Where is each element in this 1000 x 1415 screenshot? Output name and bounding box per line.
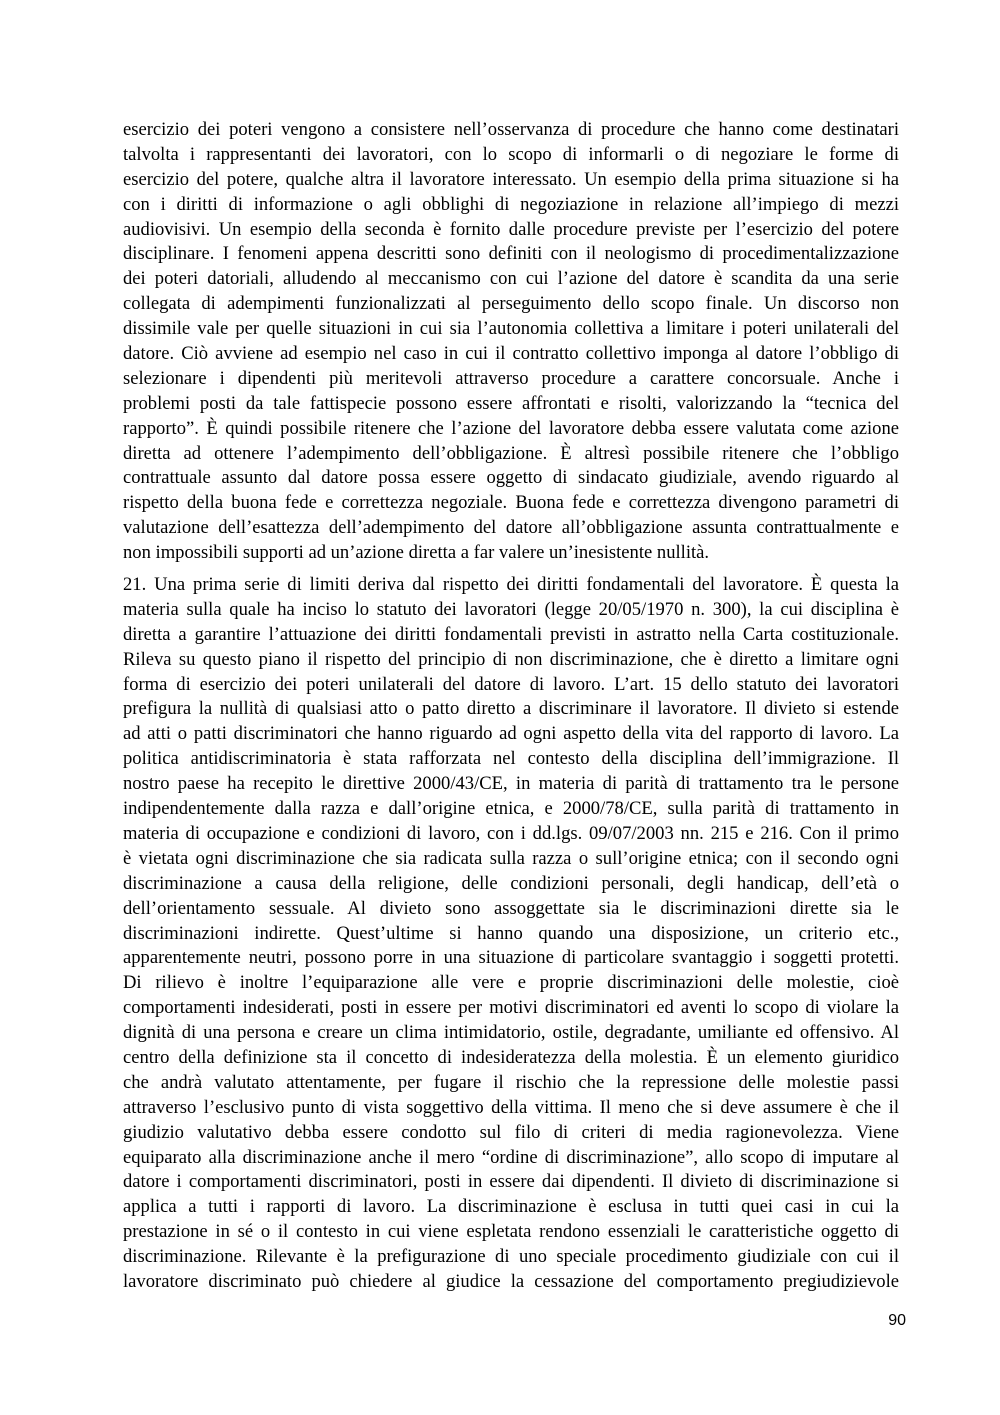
text-line: esercizio del potere, qualche altra il lavoratore interessato. Un esempio della prima situazione si ha [123,168,899,190]
page-number: 90 [888,1312,906,1329]
text-line: attraverso l’esclusivo punto di vista soggettivo della vittima. Il meno che si deve assumere è che il [123,1096,899,1118]
text-line: con i diritti di informazione o agli obblighi di negoziazione in relazione all’impiego di mezzi [123,193,899,215]
text-line: rispetto della buona fede e correttezza negoziale. Buona fede e correttezza divengono parametri di [123,492,899,514]
text-line: prefigura la nullità di qualsiasi atto o patto diretto a discriminare il lavoratore. Il divieto si estende [123,698,899,720]
text-line: centro della definizione sta il concetto di indesideratezza della molestia. È un elemento giuridico [123,1046,899,1068]
text-line: applica a tutti i rapporti di lavoro. La discriminazione è esclusa in tutti quei casi in cui la [123,1196,899,1218]
text-line: ad atti o patti discriminatori che hanno riguardo ad ogni aspetto della vita del rapporto di lavoro. La [123,723,899,745]
text-line: rapporto”. È quindi possibile ritenere che l’azione del lavoratore debba essere valutata come azione [123,417,899,439]
text-line: prestazione in sé o il contesto in cui viene espletata rendono essenziali le caratteristiche oggetto di [123,1221,899,1243]
text-line: collegata di adempimenti funzionalizzati al perseguimento dello scopo finale. Un discorso non [123,293,899,315]
text-line: talvolta i rappresentanti dei lavoratori, con lo scopo di informarli o di negoziare le forme di [123,143,899,165]
text-line: equiparato alla discriminazione anche il mero “ordine di discriminazione”, allo scopo di imputare al [123,1146,899,1168]
text-line: forma di esercizio dei poteri unilaterali del datore di lavoro. L’art. 15 dello statuto dei lavoratori [123,673,899,695]
text-line: indipendentemente dalla razza e dall’origine etnica, e 2000/78/CE, sulla parità di trattamento in [123,798,899,820]
text-line: audiovisivi. Un esempio della seconda è fornito dalle procedure previste per l’esercizio del potere [123,218,899,240]
text-line: discriminazioni indirette. Quest’ultime si hanno quando una disposizione, un criterio etc., [123,922,899,944]
text-line: dei poteri datoriali, alludendo al meccanismo con cui l’azione del datore è scandita da una serie [123,268,899,290]
text-line: Di rilievo è inoltre l’equiparazione alle vere e proprie discriminazioni delle molestie, cioè [123,972,899,994]
text-line: problemi posti da tale fattispecie possono essere affrontati e risolti, valorizzando la “tecnica del [123,392,899,414]
text-line: valutazione dell’esattezza dell’adempimento del datore all’obbligazione assunta contrattualmente e [123,517,899,539]
text-line: dell’orientamento sessuale. Al divieto sono assoggettate sia le discriminazioni dirette sia le [123,897,899,919]
text-line: comportamenti indesiderati, posti in essere per motivi discriminatori ed aventi lo scopo di violare la [123,997,899,1019]
text-line: lavoratore discriminato può chiedere al giudice la cessazione del comportamento pregiudizievole [123,1270,899,1292]
text-line: dissimile vale per quelle situazioni in cui sia l’autonomia collettiva a limitare i poteri unilaterali del [123,318,899,340]
text-line: datore. Ciò avviene ad esempio nel caso in cui il contratto collettivo imponga al datore l’obbligo di [123,343,899,365]
text-line: Rileva su questo piano il rispetto del principio di non discriminazione, che è diretto a limitare ogni [123,648,899,670]
text-line: materia di occupazione e condizioni di lavoro, con i dd.lgs. 09/07/2003 nn. 215 e 216. Con il primo [123,822,899,844]
text-line: disciplinare. I fenomeni appena descritti sono definiti con il neologismo di procedimentalizzazione [123,243,899,265]
paragraph [123,573,899,1295]
paragraph-gap [123,566,899,573]
text-line: diretta ad ottenere l’adempimento dell’obbligazione. È altresì possibile ritenere che l’obbligo [123,442,899,464]
paragraph [123,118,899,566]
text-line: 21. Una prima serie di limiti deriva dal rispetto dei diritti fondamentali del lavoratore. È questa la [123,574,899,596]
text-line: esercizio dei poteri vengono a consistere nell’osservanza di procedure che hanno come destinatari [123,119,899,140]
text-line: politica antidiscriminatoria è stata rafforzata nel contesto della disciplina dell’immigrazione. Il [123,748,899,770]
text-line: selezionare i dipendenti più meritevoli attraverso procedure a carattere concorsuale. Anche i [123,367,899,389]
text-line: che andrà valutato attentamente, per fugare il rischio che la repressione delle molestie passi [123,1071,899,1093]
text-line: è vietata ogni discriminazione che sia radicata sulla razza o sull’origine etnica; con il secondo ogni [123,847,899,869]
text-line: discriminazione. Rilevante è la prefigurazione di uno speciale procedimento giudiziale con cui il [123,1246,899,1268]
text-line: discriminazione a causa della religione, delle condizioni personali, degli handicap, dell’età o [123,872,899,894]
text-line: contrattuale assunto dal datore possa essere oggetto di sindacato giudiziale, avendo riguardo al [123,467,899,489]
text-line: nostro paese ha recepito le direttive 2000/43/CE, in materia di parità di trattamento tra le persone [123,773,899,795]
text-line: dignità di una persona e creare un clima intimidatorio, ostile, degradante, umiliante ed offensivo. Al [123,1022,899,1044]
text-line: diretta a garantire l’attuazione dei diritti fondamentali previsti in astratto nella Carta costituzionale. [123,623,899,645]
text-line: non impossibili supporti ad un’azione diretta a far valere un’inesistente nullità. [123,542,710,564]
text-line: materia sulla quale ha inciso lo statuto dei lavoratori (legge 20/05/1970 n. 300), la cui disciplina è [123,598,899,620]
text-line: datore i comportamenti discriminatori, posti in essere dai dipendenti. Il divieto di discriminazione si [123,1171,899,1193]
text-line: giudizio valutativo debba essere condotto sul filo di criteri di media ragionevolezza. Viene [123,1121,899,1143]
document-body [123,118,899,1295]
text-line: apparentemente neutri, possono porre in una situazione di particolare svantaggio i soggetti protetti. [123,947,899,969]
